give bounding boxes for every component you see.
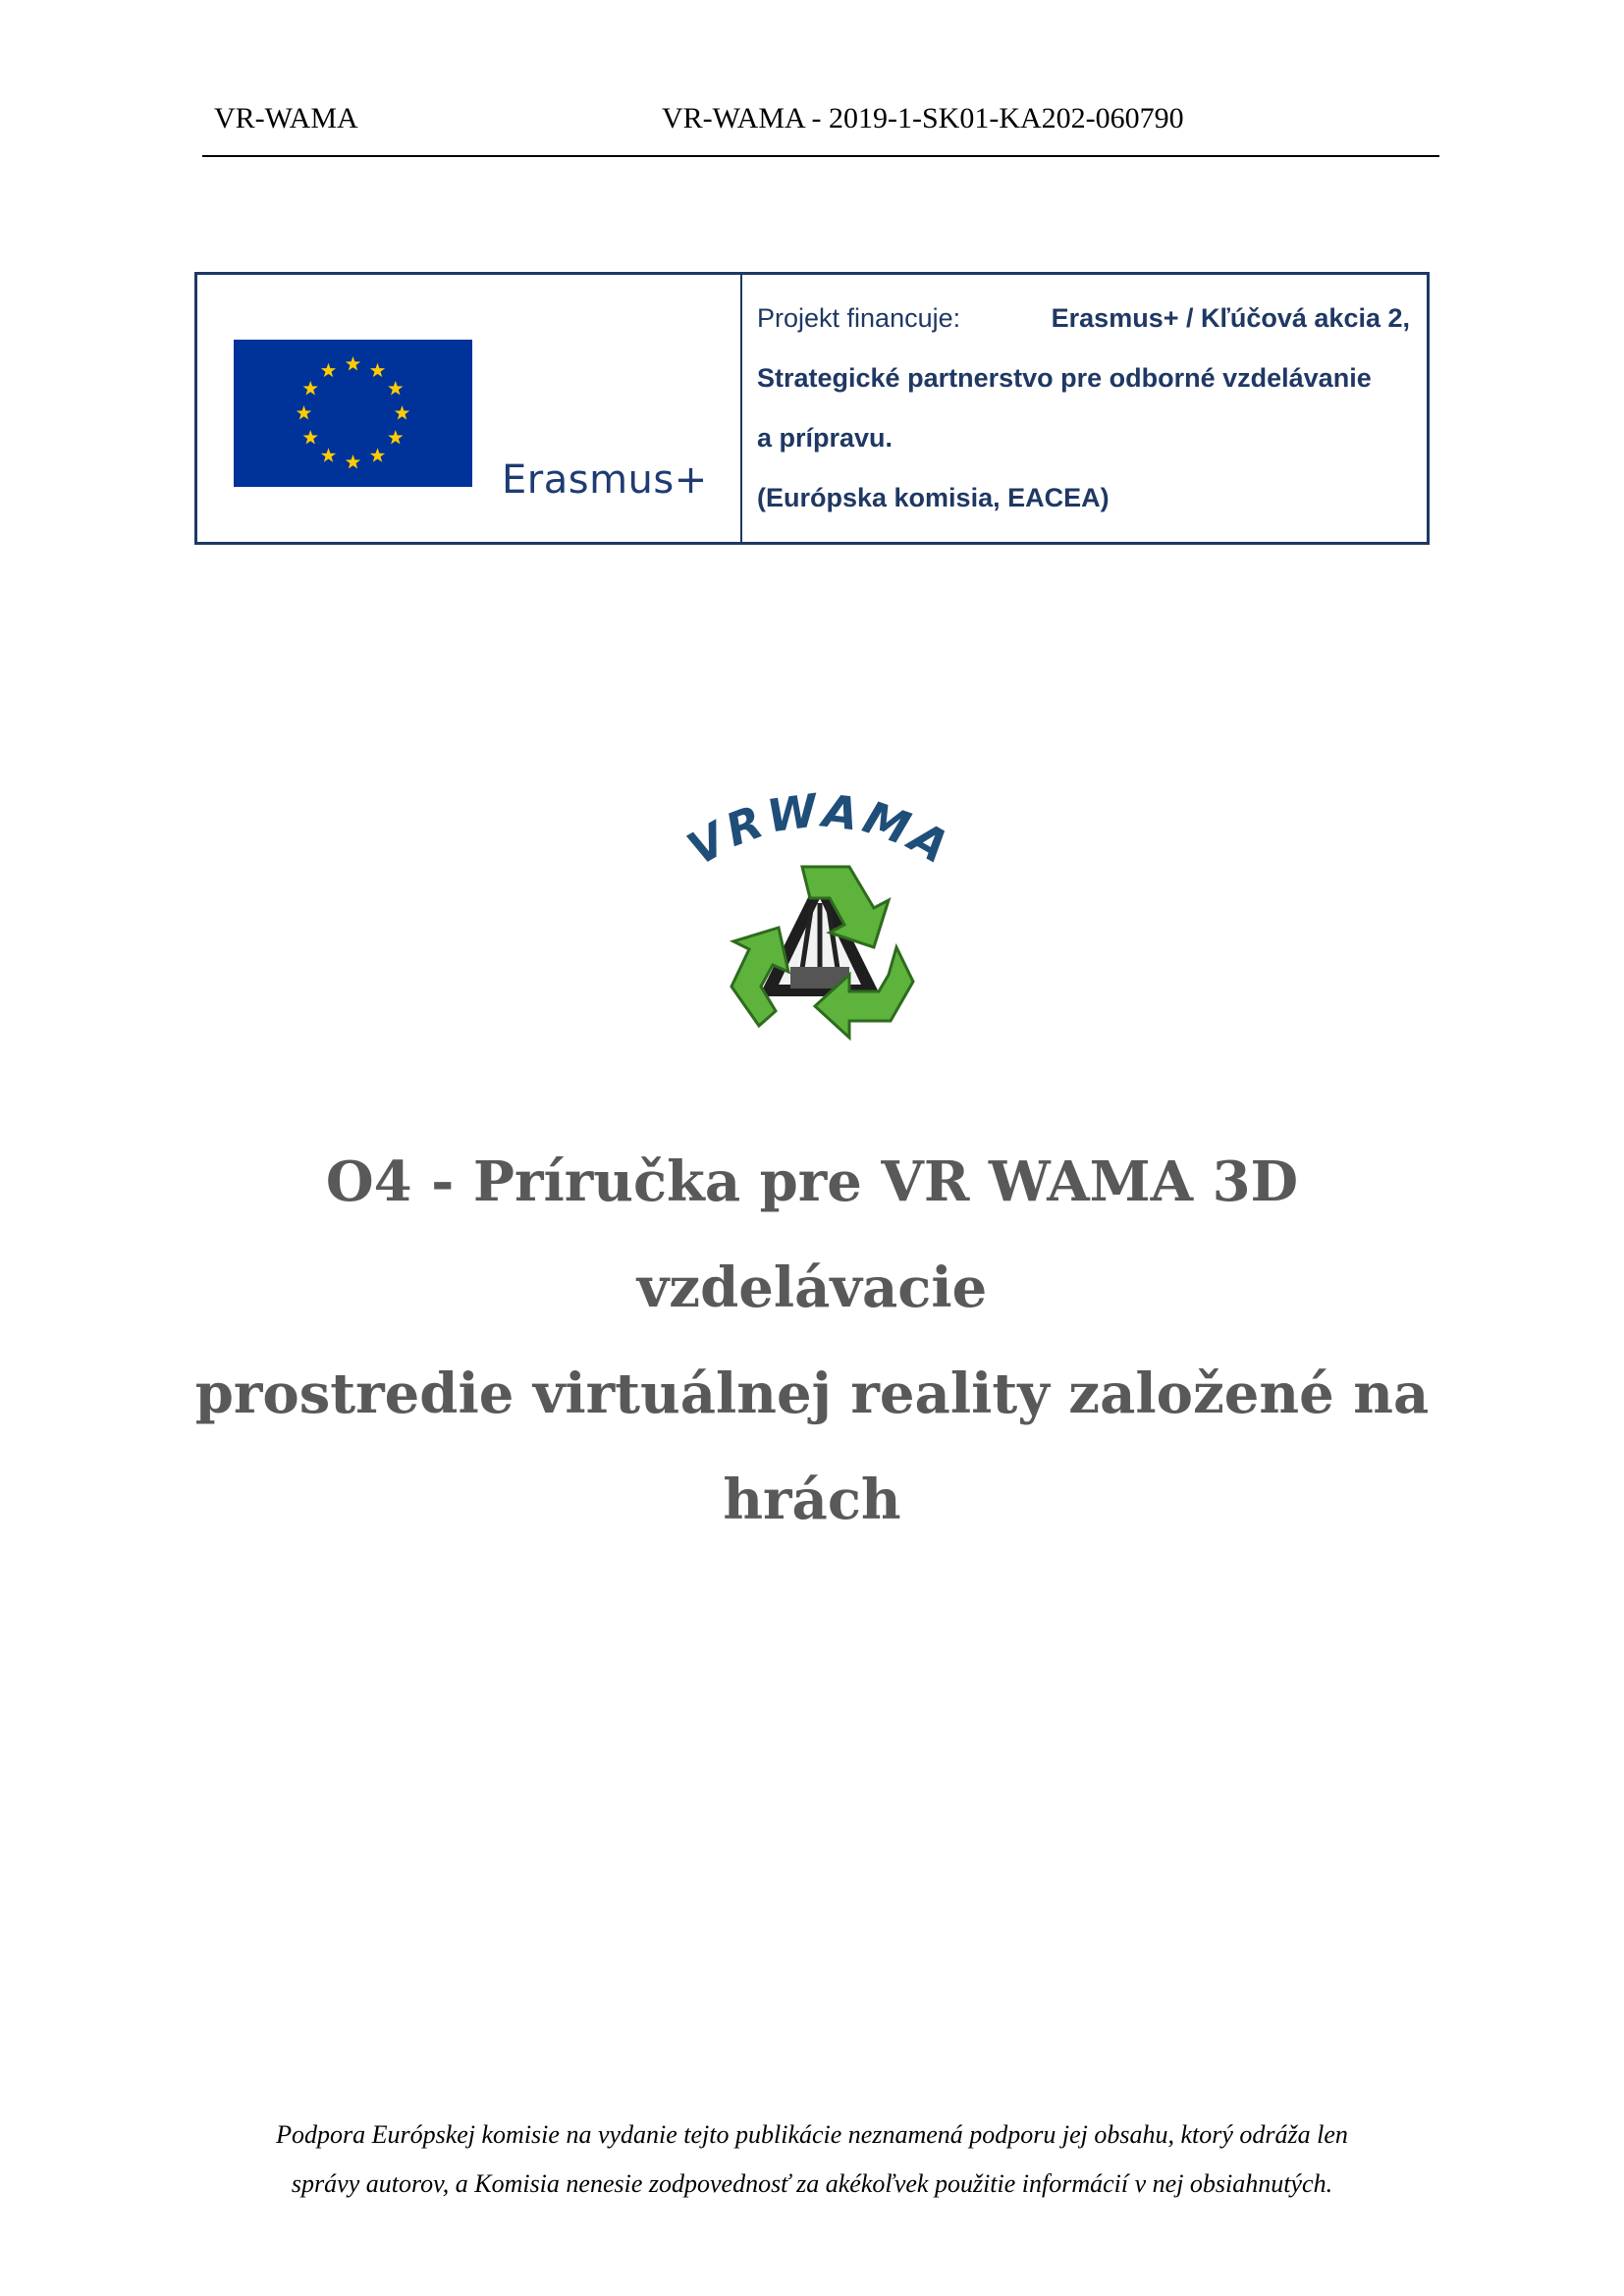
vrwama-logo-lettering: VRWAMA (678, 783, 961, 877)
eu-flag-icon (234, 340, 472, 487)
title-line-3: hrách (723, 1468, 901, 1532)
header-project-code: VR-WAMA - 2019-1-SK01-KA202-060790 (662, 102, 1184, 134)
title-line-1: O4 - Príručka pre VR WAMA 3D vzdelávacie (325, 1149, 1299, 1320)
erasmus-logo-text: Erasmus+ (502, 457, 708, 503)
document-title (147, 1129, 1477, 1553)
page-header (202, 94, 1439, 157)
recycle-icon (731, 867, 913, 1038)
disclaimer-line-2: správy autorov, a Komisia nenesie zodpovednosť za akékoľvek použitie informácií v nej obsiahnutých. (291, 2169, 1333, 2198)
vrwama-logo (677, 775, 962, 1050)
funding-statement (757, 289, 1410, 528)
funding-line-1 (757, 289, 1410, 348)
disclaimer-line-1: Podpora Európskej komisie na vydanie tejto publikácie neznamená podporu jej obsahu, ktorý odráža len (276, 2120, 1348, 2149)
funding-line-3: a prípravu. (757, 423, 893, 453)
header-project-name: VR-WAMA (214, 102, 358, 134)
funding-line-2: Strategické partnerstvo pre odborné vzdelávanie (757, 363, 1372, 393)
funding-program: Erasmus+ / Kľúčová akcia 2, (1051, 303, 1410, 333)
funding-divider (740, 275, 742, 542)
funding-line-4: (Európska komisia, EACEA) (757, 483, 1110, 512)
title-line-2: prostredie virtuálnej reality založené na (194, 1362, 1430, 1426)
funding-box (194, 272, 1430, 545)
disclaimer (147, 2110, 1477, 2209)
funding-prefix: Projekt financuje: (757, 303, 961, 333)
